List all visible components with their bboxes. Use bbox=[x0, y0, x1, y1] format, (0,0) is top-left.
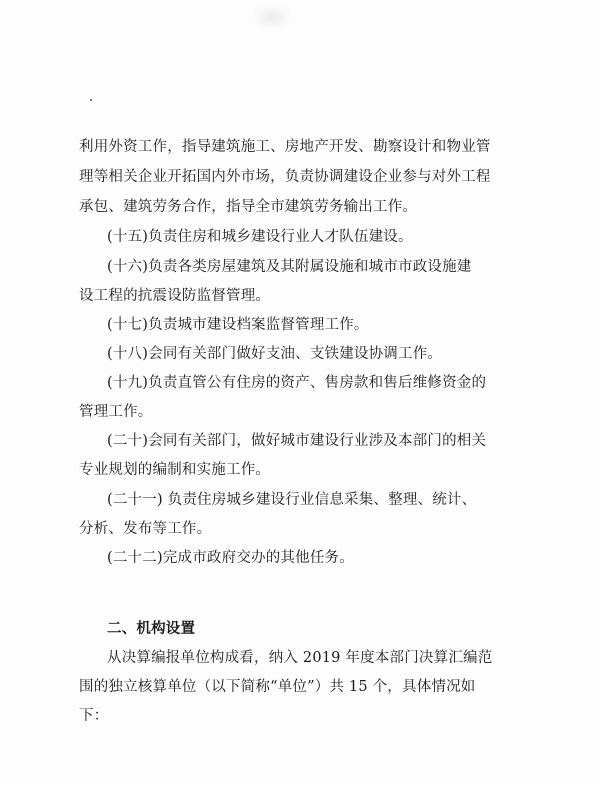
text-line: (十五)负责住房和城乡建设行业人才队伍建设。 bbox=[107, 229, 413, 245]
text-line: 围的独立核算单位（以下简称“单位”）共 15 个，具体情况如 bbox=[79, 679, 476, 695]
text-line: 专业规划的编制和实施工作。 bbox=[79, 462, 271, 478]
text-line: (十七)负责城市建设档案监督管理工作。 bbox=[107, 317, 369, 333]
section-heading: 二、机构设置 bbox=[107, 621, 196, 637]
text-line: (二十二)完成市政府交办的其他任务。 bbox=[107, 550, 354, 566]
text-line: (二十一) 负责住房城乡建设行业信息采集、整理、统计、 bbox=[107, 492, 477, 508]
text-line: 管理工作。 bbox=[79, 404, 153, 420]
text-line: (二十)会同有关部门，做好城市建设行业涉及本部门的相关 bbox=[107, 433, 487, 449]
text-line: 利用外资工作，指导建筑施工、房地产开发、勘察设计和物业管 bbox=[79, 139, 491, 155]
text-line: 下： bbox=[79, 708, 109, 724]
text-line: (十九)负责直管公有住房的资产、售房款和售后维修资金的 bbox=[107, 375, 487, 391]
text-line: 分析、发布等工作。 bbox=[79, 521, 212, 537]
text-line: 从决算编报单位构成看，纳入 2019 年度本部门决算汇编范 bbox=[107, 650, 493, 666]
scan-dot bbox=[90, 99, 92, 101]
text-line: (十八)会同有关部门做好支油、支铁建设协调工作。 bbox=[107, 346, 443, 362]
text-line: (十六)负责各类房屋建筑及其附属设施和城市市政设施建 bbox=[107, 259, 472, 275]
text-line: 承包、建筑劳务合作，指导全市建筑劳务输出工作。 bbox=[79, 199, 418, 215]
scan-artifact bbox=[255, 6, 289, 28]
text-line: 设工程的抗震设防监督管理。 bbox=[79, 288, 271, 304]
text-line: 理等相关企业开拓国内外市场，负责协调建设企业参与对外工程 bbox=[79, 169, 491, 185]
